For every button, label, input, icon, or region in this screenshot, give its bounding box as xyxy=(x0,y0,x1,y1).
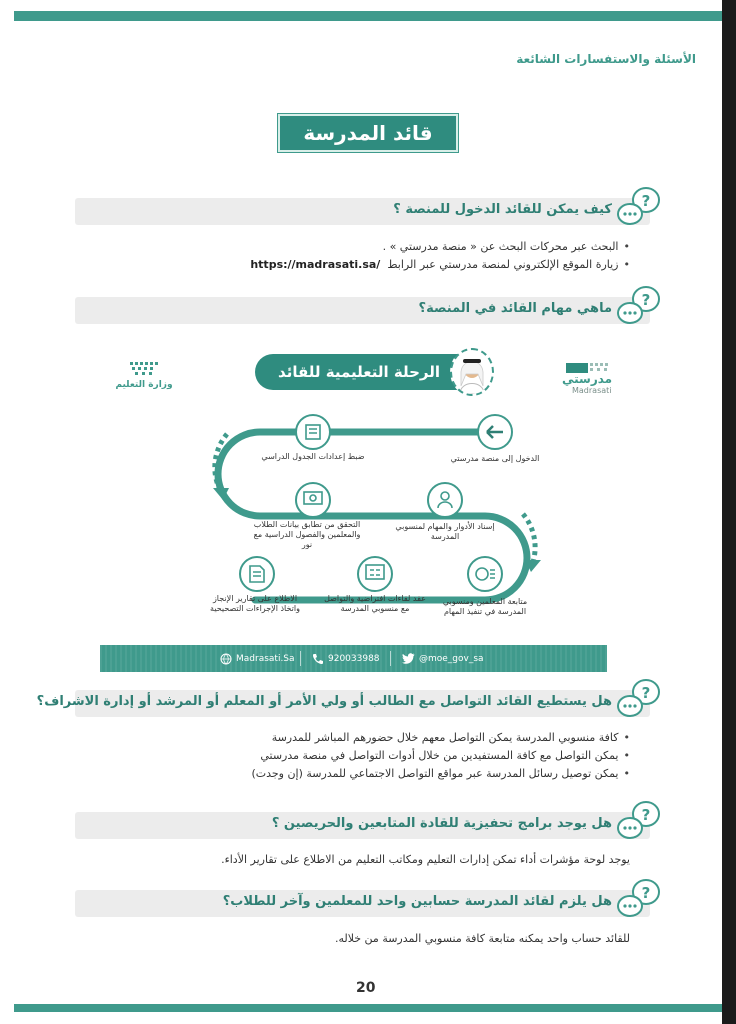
question-3: هل يستطيع القائد التواصل مع الطالب أو ولي الأمر أو المعلم أو المرشد أو إدارة الاشراف؟ xyxy=(36,694,612,709)
answer-4: يوجد لوحة مؤشرات أداء تمكن إدارات التعليم ومكاتب التعليم من الاطلاع على تقارير الأداء. xyxy=(221,853,630,866)
twitter-icon xyxy=(402,653,415,664)
journey-flow xyxy=(195,402,550,642)
question-bar-3 xyxy=(36,684,651,717)
question-bar-2 xyxy=(75,291,651,324)
bottom-band xyxy=(14,1004,722,1012)
moe-logo-icon xyxy=(110,360,178,380)
list-item: • يمكن توصيل رسائل المدرسة عبر مواقع التواصل الاجتماعي للمدرسة (إن وجدت) xyxy=(251,765,630,783)
answer-list-1 xyxy=(250,238,630,274)
question-bubble-icon xyxy=(616,283,664,327)
list-item: • زيارة الموقع الإلكتروني لمنصة مدرستي عبر الرابط https://madrasati.sa/ xyxy=(250,256,630,274)
journey-step-1: الدخول إلى منصة مدرستي xyxy=(450,454,540,463)
journey-title: الرحلة التعليمية للقائد xyxy=(255,354,490,390)
header-title: الأسئلة والاستفسارات الشائعة xyxy=(516,52,696,66)
question-2: ماهي مهام القائد في المنصة؟ xyxy=(418,301,612,316)
twitter-text: @moe_gov_sa xyxy=(419,653,484,664)
divider xyxy=(300,651,301,666)
website-item[interactable] xyxy=(220,653,295,665)
section-title: قائد المدرسة xyxy=(278,114,458,152)
svg-text:?: ? xyxy=(641,684,651,702)
question-bar-5 xyxy=(75,884,651,917)
madrasati-logo-latin: Madrasati xyxy=(572,386,612,395)
page-number: 20 xyxy=(356,980,376,996)
divider xyxy=(390,651,391,666)
answer-list-3 xyxy=(251,729,630,783)
top-band xyxy=(14,11,722,21)
madrasati-logo-text: مدرستي xyxy=(562,372,613,386)
journey-step-3: إسناد الأدوار والمهام لمنسوبي المدرسة xyxy=(395,522,495,541)
question-bar-1 xyxy=(75,192,651,225)
question-bubble-icon xyxy=(616,676,664,720)
journey-step-5: متابعة المعلمين ومنسوبي المدرسة في تنفيذ المهام xyxy=(442,597,528,616)
list-item: • كافة منسوبي المدرسة يمكن التواصل معهم خلال حضورهم المباشر للمدرسة xyxy=(251,729,630,747)
question-1: كيف يمكن للقائد الدخول للمنصة ؟ xyxy=(393,202,612,217)
madrasati-link[interactable]: https://madrasati.sa/ xyxy=(250,258,381,271)
answer-5: للقائد حساب واحد يمكنه متابعة كافة منسوبي المدرسة من خلاله. xyxy=(334,932,630,945)
moe-logo xyxy=(110,360,178,398)
globe-icon xyxy=(220,653,232,665)
question-bubble-icon xyxy=(616,798,664,842)
svg-text:?: ? xyxy=(641,884,651,902)
phone-icon xyxy=(312,653,324,665)
leader-avatar-icon xyxy=(452,350,492,394)
moe-logo-text: وزارة التعليم xyxy=(115,380,173,390)
madrasati-logo xyxy=(556,360,624,400)
leader-avatar xyxy=(450,348,494,396)
question-bubble-icon xyxy=(616,184,664,228)
journey-step-6: عقد لقاءات افتراضية والتواصل مع منسوبي المدرسة xyxy=(324,594,426,613)
journey-step-4: التحقق من تطابق بيانات الطلاب والمعلمين والفصول الدراسية مع نور xyxy=(253,520,361,549)
question-bubble-icon xyxy=(616,876,664,920)
contact-bar xyxy=(100,645,607,672)
twitter-item[interactable] xyxy=(402,653,484,664)
website-text: Madrasati.Sa xyxy=(236,654,295,664)
question-4: هل يوجد برامج تحفيزية للقادة المتابعين والحريصين ؟ xyxy=(271,816,612,831)
phone-item[interactable] xyxy=(312,653,380,665)
journey-step-7: الاطلاع على تقارير الإنجاز واتخاذ الإجراءات التصحيحية xyxy=(210,594,300,613)
svg-text:?: ? xyxy=(641,192,651,210)
svg-text:?: ? xyxy=(641,291,651,309)
question-5: هل يلزم لقائد المدرسة حسابين واحد للمعلمين وآخر للطلاب؟ xyxy=(222,894,612,909)
list-item: • البحث عبر محركات البحث عن « منصة مدرستي » . xyxy=(250,238,630,256)
question-bar-4 xyxy=(75,806,651,839)
list-item: • يمكن التواصل مع كافة المستفيدين من خلال أدوات التواصل في منصة مدرستي xyxy=(251,747,630,765)
journey-step-2: ضبط إعدادات الجدول الدراسي xyxy=(261,452,365,461)
svg-text:?: ? xyxy=(641,806,651,824)
phone-text: 920033988 xyxy=(328,654,380,664)
